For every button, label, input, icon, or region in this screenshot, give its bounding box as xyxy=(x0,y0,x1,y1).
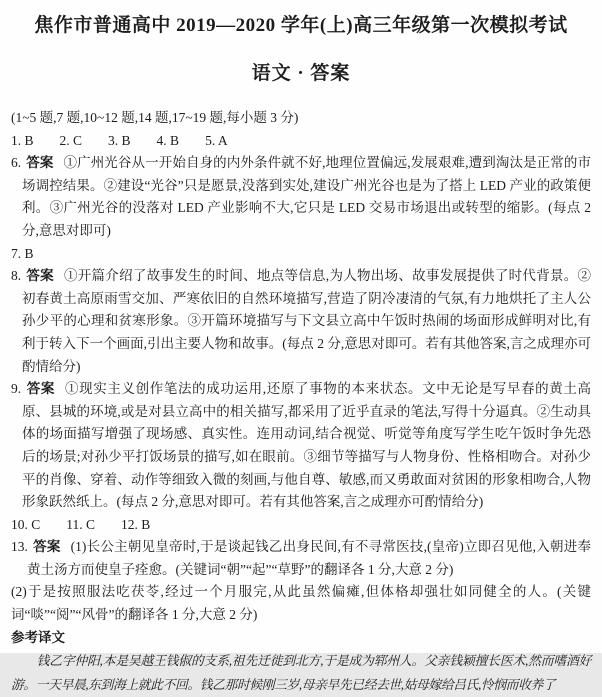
choice-answer-11: 11. C xyxy=(66,516,96,532)
choice-answer-4: 4. B xyxy=(156,132,180,148)
answer-6-label: 答案 xyxy=(26,155,54,171)
answer-13-part2: (2)于是按照服法吃茯苓,经过一个月服完,从此虽然偏瘫,但体格却强壮如同健全的人。(关键词“啖”“阅”“风骨”的翻译各 1 分,大意 2 分) xyxy=(11,584,591,623)
subject-title: 语文 · 答案 xyxy=(251,63,351,84)
exam-title: 焦作市普通高中 2019—2020 学年(上)高三年级第一次模拟考试 xyxy=(34,15,568,36)
reference-translation-heading: 参考译文 xyxy=(11,629,65,645)
reference-translation-text: 钱乙字仲阳,本是吴越王钱俶的支系,祖先迁徙到北方,于是成为郓州人。父亲钱颖擅长医术,然而嗜酒好游。一天早晨,东到海上就此不回。钱乙那时候刚三岁,母亲早先已经去世,姑母嫁给吕氏,怜悯而收养了 xyxy=(11,654,591,693)
answer-8-text: ①开篇介绍了故事发生的时间、地点等信息,为人物出场、故事发展提供了时代背景。②初春黄土高原雨雪交加、严寒依旧的自然环境描写,营造了阴冷凄清的气氛,有力地烘托了主人公孙少平的心理和贫寒形象。③开篇环境描写与下文县立高中午饭时热闹的场面形成鲜明对比,有利于转入下一个画面,引出主要人物和故事。(每点 2 分,意思对即可。若有其他答案,言之成理亦可酌情给分) xyxy=(22,268,592,374)
answers-body xyxy=(11,107,591,697)
scoring-note: (1~5 题,7 题,10~12 题,14 题,17~19 题,每小题 3 分) xyxy=(11,110,299,125)
choice-answer-1: 1. B xyxy=(11,132,34,148)
answer-6-text: ①广州光谷从一开始自身的内外条件就不好,地理位置偏远,发展艰难,遭到淘汰是正常的市场调控结果。②建设“光谷”只是愿景,没落到实处,建设广州光谷也是为了搭上 LED 产业的政策便利。③广州光谷的没落对 LED 产业影响不大,它只是 LED 交易市场退出或转型的缩影。(每点 2 分,意思对即可) xyxy=(22,155,592,238)
choice-answer-5: 5. A xyxy=(205,132,228,148)
question-9-number: 9. xyxy=(11,381,22,397)
question-6-number: 6. xyxy=(11,155,22,171)
answer-9-text: ①现实主义创作笔法的成功运用,还原了事物的本来状态。文中无论是写早春的黄土高原、县城的环境,或是对县立高中的相关描写,都采用了近乎直录的笔法,写得十分逼真。②生动具体的场面描写增强了现场感、真实性。连用动词,结合视觉、听觉等角度写学生吃午饭时争先恐后的场景;对孙少平打饭场景的描写,如在眼前。③细节等描写与人物身份、性格相吻合。对孙少平的肖像、穿着、动作等细致入微的刻画,与他自尊、敏感,而又勇敢面对贫困的形象相吻合,人物形象跃然纸上。(每点 2 分,意思对即可。若有其他答案,言之成理亦可酌情给分) xyxy=(22,381,591,510)
choice-answer-12: 12. B xyxy=(121,516,151,532)
answer-8-label: 答案 xyxy=(26,268,54,284)
answer-13-part1 xyxy=(11,536,591,581)
answer-9-label: 答案 xyxy=(26,381,55,397)
answer-13-label: 答案 xyxy=(32,539,61,555)
choice-answer-10: 10. C xyxy=(11,516,41,532)
choice-answer-2: 2. C xyxy=(59,132,83,148)
question-8-number: 8. xyxy=(11,268,22,284)
answer-9 xyxy=(11,378,591,514)
choice-answers-row-1 xyxy=(11,130,591,153)
answer-13-part1-text: (1)长公主朝见皇帝时,于是谈起钱乙出身民间,有不寻常医技,(皇帝)立即召见他,入朝进奉黄土汤方而使皇子痊愈。(关键词“朝”“起”“草野”的翻译各 1 分,大意 2 分) xyxy=(27,539,592,577)
choice-answers-row-2 xyxy=(11,514,591,537)
choice-answer-7: 7. B xyxy=(11,245,34,261)
answer-6 xyxy=(11,152,591,242)
answer-8 xyxy=(11,265,591,378)
question-13-number: 13. xyxy=(11,539,28,555)
choice-answer-3: 3. B xyxy=(108,132,131,148)
